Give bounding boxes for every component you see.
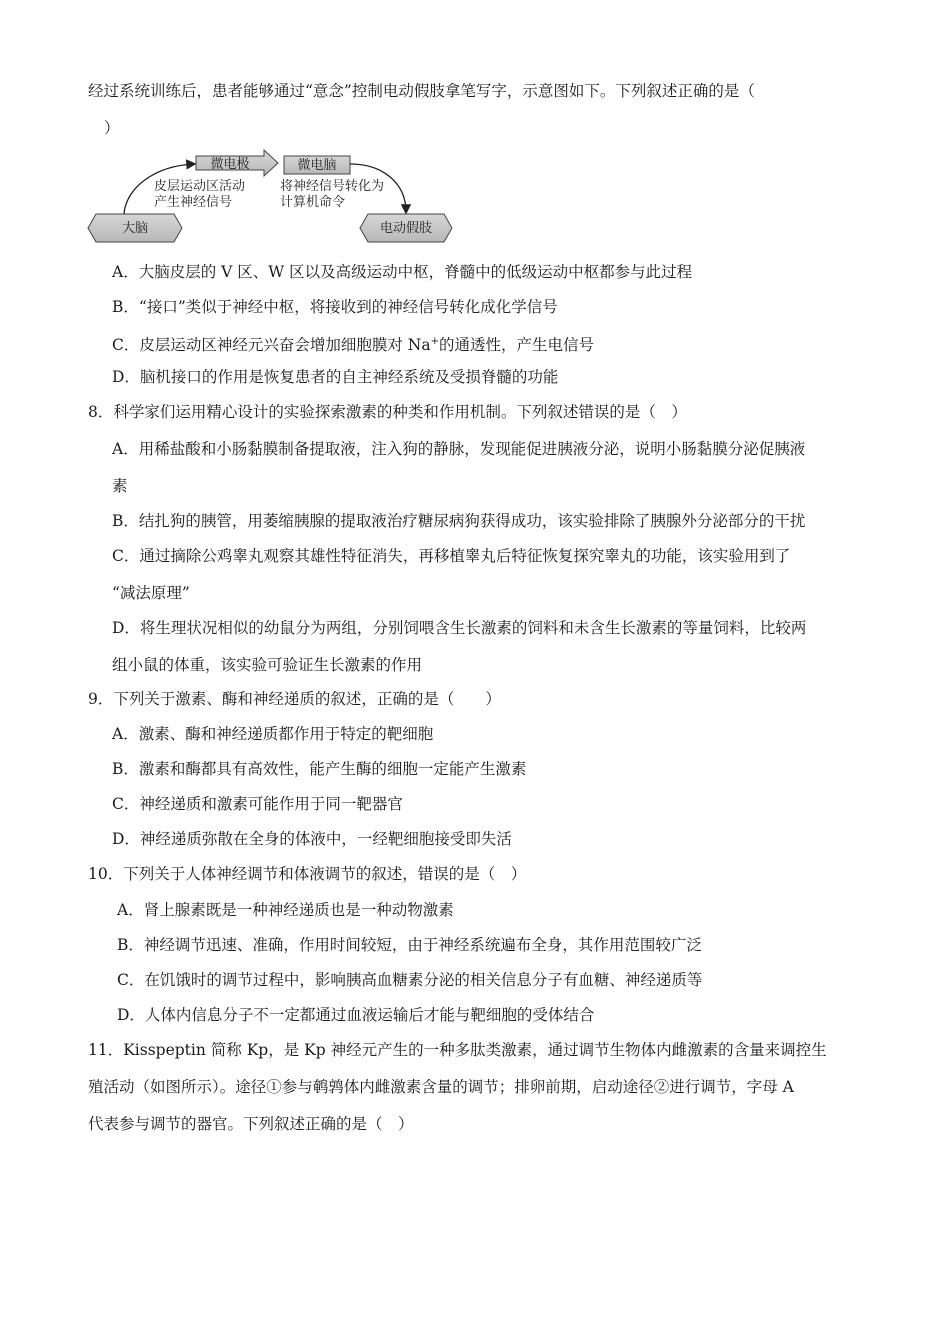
q8-option-a-line1: A．用稀盐酸和小肠黏膜制备提取液，注入狗的静脉，发现能促进胰液分泌，说明小肠黏膜分泌促胰液 bbox=[112, 440, 806, 458]
q7-option-c-text: C．皮层运动区神经元兴奋会增加细胞膜对 Na bbox=[112, 336, 431, 355]
q8-option-d-line1: D．将生理状况相似的幼鼠分为两组，分别饲喂含生长激素的饲料和未含生长激素的等量饲料，比较两 bbox=[112, 619, 807, 637]
q8-option-c-line1: C．通过摘除公鸡睾丸观察其雄性特征消失，再移植睾丸后特征恢复探究睾丸的功能，该实验用到了 bbox=[112, 547, 791, 565]
q8-option-d-line2: 组小鼠的体重，该实验可验证生长激素的作用 bbox=[112, 656, 423, 674]
q8-option-a-line2: 素 bbox=[112, 477, 128, 495]
q7-option-c bbox=[112, 331, 594, 356]
convert-note-line2: 计算机命令 bbox=[280, 195, 346, 210]
q8-option-c-line2: “减法原理” bbox=[112, 584, 190, 602]
convert-note-line1: 将神经信号转化为 bbox=[280, 179, 385, 194]
q7-stem-line1: 经过系统训练后，患者能够通过“意念”控制电动假肢拿笔写字，示意图如下。下列叙述正确的是（ bbox=[88, 82, 755, 100]
microcomputer-label: 微电脑 bbox=[297, 158, 337, 173]
q7-option-d: D．脑机接口的作用是恢复患者的自主神经系统及受损脊髓的功能 bbox=[112, 368, 559, 386]
q7-option-c-text-end: 的通透性，产生电信号 bbox=[438, 336, 594, 355]
q8-stem: 8．科学家们运用精心设计的实验探索激素的种类和作用机制。下列叙述错误的是（ ） bbox=[88, 403, 687, 421]
q10-option-a: A．肾上腺素既是一种神经递质也是一种动物激素 bbox=[117, 901, 454, 919]
q9-option-c: C．神经递质和激素可能作用于同一靶器官 bbox=[112, 795, 403, 813]
q9-stem: 9．下列关于激素、酶和神经递质的叙述，正确的是（ ） bbox=[88, 690, 501, 708]
q11-stem-line1: 11．Kisspeptin 简称 Kp，是 Kp 神经元产生的一种多肽类激素，通过调节生物体内雌激素的含量来调控生 bbox=[88, 1041, 827, 1059]
q11-stem-line3: 代表参与调节的器官。下列叙述正确的是（ ） bbox=[88, 1115, 414, 1133]
q9-option-d: D．神经递质弥散在全身的体液中，一经靶细胞接受即失活 bbox=[112, 830, 512, 848]
q10-stem: 10．下列关于人体神经调节和体液调节的叙述，错误的是（ ） bbox=[88, 865, 527, 883]
prosthetic-label: 电动假肢 bbox=[379, 221, 433, 236]
cortex-note-line1: 皮层运动区活动 bbox=[154, 179, 246, 194]
q7-stem-line2: ） bbox=[104, 119, 120, 137]
cortex-note-line2: 产生神经信号 bbox=[154, 195, 233, 210]
brain-computer-interface-diagram bbox=[84, 148, 464, 248]
q7-option-a: A．大脑皮层的 V 区、W 区以及高级运动中枢，脊髓中的低级运动中枢都参与此过程 bbox=[112, 263, 693, 281]
q9-option-b: B．激素和酶都具有高效性，能产生酶的细胞一定能产生激素 bbox=[112, 760, 527, 778]
q7-option-c-sup: + bbox=[430, 336, 439, 347]
q10-option-b: B．神经调节迅速、准确，作用时间较短，由于神经系统遍布全身，其作用范围较广泛 bbox=[117, 936, 702, 954]
brain-label: 大脑 bbox=[121, 221, 149, 236]
q11-stem-line2: 殖活动（如图所示）。途径①参与鹌鹑体内雌激素含量的调节；排卵前期，启动途径②进行调节，字母 A bbox=[88, 1078, 794, 1096]
microelectrode-label: 微电极 bbox=[210, 157, 250, 172]
q10-option-c: C．在饥饿时的调节过程中，影响胰高血糖素分泌的相关信息分子有血糖、神经递质等 bbox=[117, 971, 703, 989]
q8-option-b: B．结扎狗的胰管，用萎缩胰腺的提取液治疗糖尿病狗获得成功，该实验排除了胰腺外分泌部分的干扰 bbox=[112, 512, 806, 530]
q9-option-a: A．激素、酶和神经递质都作用于特定的靶细胞 bbox=[112, 725, 434, 743]
q10-option-d: D．人体内信息分子不一定都通过血液运输后才能与靶细胞的受体结合 bbox=[117, 1006, 595, 1024]
q7-option-b: B．“接口”类似于神经中枢，将接收到的神经信号转化成化学信号 bbox=[112, 298, 558, 316]
